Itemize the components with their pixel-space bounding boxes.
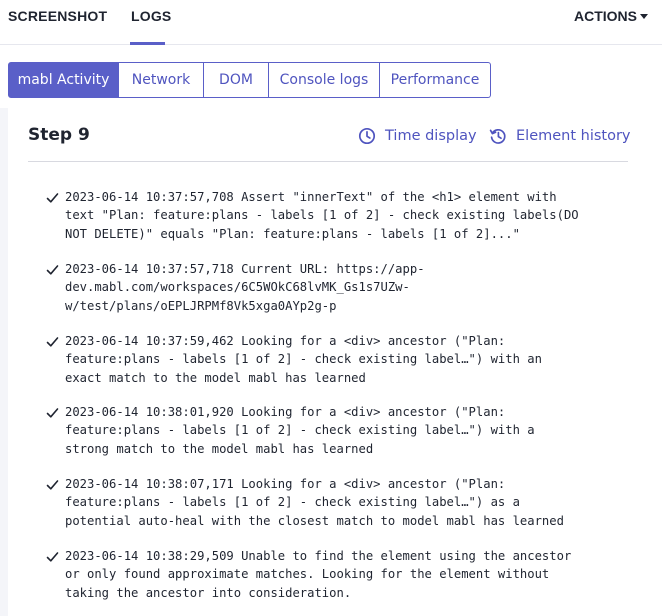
- checkmark-icon: [46, 551, 59, 563]
- log-line: 2023-06-14 10:37:57,708 Assert "innerText" of the <h1> element with: [65, 190, 557, 204]
- actions-label: ACTIONS: [574, 8, 637, 24]
- element-history-label: Element history: [516, 128, 631, 144]
- log-line: exact match to the model mabl has learned: [65, 370, 366, 385]
- log-line: 2023-06-14 10:38:29,509 Unable to find the element using the ancestor: [65, 549, 572, 563]
- checkmark-icon: [46, 264, 59, 276]
- tab-console-logs[interactable]: Console logs: [269, 62, 380, 98]
- log-text: [65, 332, 625, 387]
- active-tab-indicator: [130, 42, 165, 45]
- log-type-tabs: [8, 62, 491, 98]
- log-line: 2023-06-14 10:38:07,171 Looking for a <div> ancestor ("Plan:: [65, 477, 506, 491]
- log-line: 2023-06-14 10:37:57,718 Current URL: https://app-: [65, 262, 425, 276]
- tab-logs[interactable]: LOGS: [131, 8, 172, 24]
- log-line: w/test/plans/oEPLJRPMf8Vk5xga0AYp2g-p: [65, 298, 337, 313]
- time-display-label: Time display: [385, 128, 477, 144]
- clock-icon: [358, 127, 376, 145]
- log-line: feature:plans - labels [1 of 2] - check existing label…") with an: [65, 352, 542, 367]
- tab-network[interactable]: Network: [119, 62, 204, 98]
- log-text: [65, 547, 625, 602]
- step-title: Step 9: [28, 125, 90, 145]
- actions-menu-button[interactable]: [574, 8, 648, 24]
- log-line: feature:plans - labels [1 of 2] - check existing label…") as a: [65, 495, 520, 510]
- log-text: [65, 188, 625, 243]
- log-line: taking the ancestor into consideration.: [65, 585, 352, 600]
- header-divider: [28, 161, 628, 162]
- log-line: 2023-06-14 10:38:01,920 Looking for a <div> ancestor ("Plan:: [65, 405, 506, 419]
- caret-down-icon: [640, 14, 648, 19]
- log-text: [65, 475, 625, 530]
- log-line: or only found approximate matches. Looking for the element without: [65, 567, 550, 582]
- tab-screenshot[interactable]: SCREENSHOT: [8, 8, 108, 24]
- log-line: feature:plans - labels [1 of 2] - check existing label…") with a: [65, 423, 535, 438]
- log-text: [65, 403, 625, 458]
- checkmark-icon: [46, 479, 59, 491]
- time-display-button[interactable]: [358, 127, 477, 145]
- tab-mabl-activity[interactable]: mabl Activity: [8, 62, 119, 98]
- history-icon: [489, 127, 507, 145]
- tab-dom[interactable]: DOM: [204, 62, 269, 98]
- log-line: potential auto-heal with the closest match to model mabl has learned: [65, 513, 564, 528]
- log-line: dev.mabl.com/workspaces/6C5WOkC68lvMK_Gs1s7UZw-: [65, 280, 410, 295]
- checkmark-icon: [46, 336, 59, 348]
- log-line: NOT DELETE)" equals "Plan: feature:plans - labels [1 of 2]...": [65, 226, 520, 241]
- tab-performance[interactable]: Performance: [380, 62, 491, 98]
- log-text: [65, 260, 625, 315]
- log-line: text "Plan: feature:plans - labels [1 of 2] - check existing labels(DO: [65, 208, 579, 223]
- log-line: 2023-06-14 10:37:59,462 Looking for a <div> ancestor ("Plan:: [65, 334, 506, 348]
- checkmark-icon: [46, 407, 59, 419]
- checkmark-icon: [46, 192, 59, 204]
- element-history-button[interactable]: [489, 127, 631, 145]
- log-line: strong match to the model mabl has learned: [65, 441, 374, 456]
